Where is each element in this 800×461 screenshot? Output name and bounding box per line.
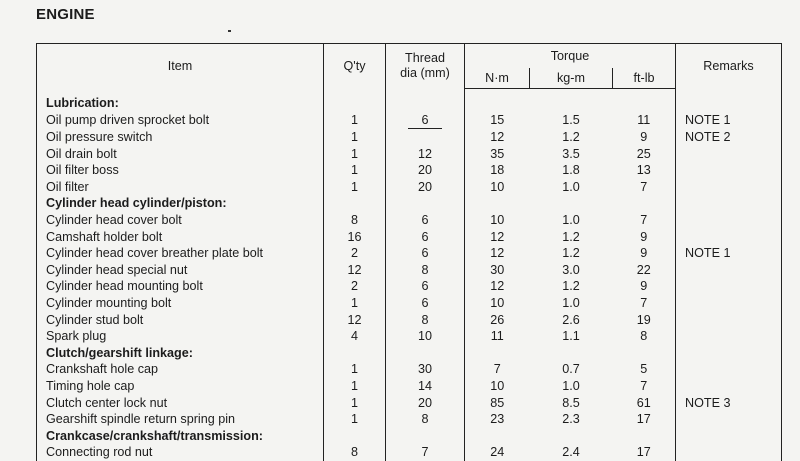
table-row: [37, 394, 782, 411]
cell-nm: 11: [465, 328, 530, 345]
cell-ftlb: [613, 89, 676, 112]
cell-kgm: 1.0: [562, 213, 580, 228]
table-row: [37, 361, 782, 378]
cell-remarks: [676, 89, 782, 112]
cell-kgm: 2.4: [562, 445, 580, 460]
cell-kgm: 2.6: [562, 312, 580, 327]
table-row: [37, 262, 782, 279]
cell-thread: 8: [386, 411, 465, 428]
cell-qty: 1: [324, 145, 386, 162]
cell-ftlb: 17: [613, 411, 676, 428]
column-header-thread: [386, 44, 465, 89]
torque-spec-table: [36, 43, 782, 461]
column-header-kgm: kg-m: [530, 68, 613, 89]
cell-ftlb: 7: [613, 295, 676, 312]
cell-nm: 26: [465, 311, 530, 328]
cell-qty: [324, 195, 386, 212]
cell-remarks: [676, 179, 782, 196]
dash-mark: [408, 128, 442, 145]
cell-ftlb: 25: [613, 145, 676, 162]
cell-thread: 7: [386, 444, 465, 461]
section-header-row: [37, 344, 782, 361]
column-header-item: Item: [37, 44, 324, 89]
cell-thread: [386, 344, 465, 361]
cell-kgm: 1.2: [562, 279, 580, 294]
cell-kgm: 1.1: [562, 329, 580, 344]
cell-kgm: 3.0: [562, 262, 580, 277]
page-heading: ENGINE: [36, 6, 95, 23]
cell-nm: 7: [465, 361, 530, 378]
cell-thread: [386, 128, 465, 145]
cell-ftlb: 8: [613, 328, 676, 345]
thread-header-line-2: dia (mm): [400, 66, 450, 81]
cell-remarks: [676, 427, 782, 444]
cell-thread: 6: [386, 112, 465, 129]
cell-ftlb: 61: [613, 394, 676, 411]
cell-thread: [386, 89, 465, 112]
cell-qty: 1: [324, 295, 386, 312]
cell-kgm: 8.5: [562, 395, 580, 410]
cell-qty: 1: [324, 394, 386, 411]
cell-thread: 20: [386, 394, 465, 411]
cell-kgm: 1.5: [562, 112, 580, 127]
cell-ftlb: [613, 344, 676, 361]
cell-qty: 12: [324, 311, 386, 328]
cell-nm: 10: [465, 295, 530, 312]
cell-kgm: 3.5: [562, 146, 580, 161]
cell-remarks: NOTE 2: [676, 128, 782, 145]
cell-item: Cylinder head cover bolt: [37, 212, 324, 229]
cell-remarks: [676, 378, 782, 395]
cell-item: Oil pump driven sprocket bolt: [37, 112, 324, 129]
cell-ftlb: 9: [613, 245, 676, 262]
cell-ftlb: 5: [613, 361, 676, 378]
cell-item: Cylinder head cylinder/piston:: [37, 195, 324, 212]
cell-ftlb: 17: [613, 444, 676, 461]
cell-nm: [465, 89, 530, 112]
cell-nm: [465, 344, 530, 361]
table-row: [37, 162, 782, 179]
cell-qty: 2: [324, 245, 386, 262]
cell-ftlb: 7: [613, 378, 676, 395]
cell-item: Cylinder head mounting bolt: [37, 278, 324, 295]
cell-qty: [324, 344, 386, 361]
cell-kgm: [530, 344, 613, 361]
cell-remarks: [676, 212, 782, 229]
cell-qty: 4: [324, 328, 386, 345]
column-header-nm: N·m: [465, 68, 530, 89]
cell-thread: 6: [386, 245, 465, 262]
cell-remarks: NOTE 3: [676, 394, 782, 411]
cell-thread: 8: [386, 262, 465, 279]
thread-header-line-1: Thread: [405, 51, 445, 66]
cell-ftlb: 9: [613, 228, 676, 245]
cell-qty: 1: [324, 162, 386, 179]
cell-kgm: 0.7: [562, 362, 580, 377]
cell-item: Oil filter boss: [37, 162, 324, 179]
table-row: [37, 228, 782, 245]
cell-remarks: [676, 328, 782, 345]
cell-nm: [465, 195, 530, 212]
cell-item: Gearshift spindle return spring pin: [37, 411, 324, 428]
cell-nm: 24: [465, 444, 530, 461]
section-header-row: [37, 89, 782, 112]
cell-qty: 8: [324, 212, 386, 229]
cell-remarks: NOTE 1: [676, 112, 782, 129]
cell-thread: 20: [386, 162, 465, 179]
cell-item: Connecting rod nut: [37, 444, 324, 461]
cell-remarks: [676, 195, 782, 212]
cell-ftlb: 22: [613, 262, 676, 279]
cell-nm: 12: [465, 245, 530, 262]
cell-thread: 20: [386, 179, 465, 196]
cell-thread: 6: [386, 295, 465, 312]
cell-item: Clutch center lock nut: [37, 394, 324, 411]
cell-thread: 8: [386, 311, 465, 328]
cell-remarks: [676, 344, 782, 361]
cell-item: Cylinder head special nut: [37, 262, 324, 279]
cell-thread: 14: [386, 378, 465, 395]
table-row: [37, 295, 782, 312]
cell-kgm: [530, 427, 613, 444]
cell-nm: 23: [465, 411, 530, 428]
cell-kgm: 1.0: [562, 378, 580, 393]
cell-nm: 10: [465, 212, 530, 229]
cell-qty: 12: [324, 262, 386, 279]
cell-qty: 1: [324, 179, 386, 196]
cell-nm: 35: [465, 145, 530, 162]
cell-qty: 1: [324, 128, 386, 145]
cell-nm: 85: [465, 394, 530, 411]
table-row: [37, 278, 782, 295]
cell-qty: 1: [324, 361, 386, 378]
cell-remarks: [676, 228, 782, 245]
cell-remarks: [676, 162, 782, 179]
cell-ftlb: 9: [613, 128, 676, 145]
cell-item: Timing hole cap: [37, 378, 324, 395]
cell-item: Lubrication:: [37, 89, 324, 112]
cell-qty: 8: [324, 444, 386, 461]
cell-item: Cylinder mounting bolt: [37, 295, 324, 312]
cell-thread: 6: [386, 278, 465, 295]
cell-qty: 2: [324, 278, 386, 295]
cell-thread: 6: [386, 212, 465, 229]
cell-ftlb: 9: [613, 278, 676, 295]
cell-qty: 1: [324, 378, 386, 395]
cell-kgm: 1.0: [562, 296, 580, 310]
cell-kgm: 1.2: [562, 246, 580, 261]
section-header-row: [37, 195, 782, 212]
cell-ftlb: [613, 195, 676, 212]
cell-qty: [324, 427, 386, 444]
cell-remarks: [676, 278, 782, 295]
cell-remarks: [676, 311, 782, 328]
cell-thread: 12: [386, 145, 465, 162]
table-row: [37, 212, 782, 229]
cell-kgm: [530, 195, 613, 212]
cell-nm: 12: [465, 128, 530, 145]
cell-item: Clutch/gearshift linkage:: [37, 344, 324, 361]
cell-thread: [386, 427, 465, 444]
cell-item: Oil pressure switch: [37, 128, 324, 145]
cell-qty: [324, 89, 386, 112]
cell-item: Crankcase/crankshaft/transmission:: [37, 427, 324, 444]
cell-item: Cylinder head cover breather plate bolt: [37, 245, 324, 262]
column-header-qty: Q'ty: [324, 44, 386, 89]
cell-remarks: [676, 262, 782, 279]
cell-remarks: [676, 361, 782, 378]
cell-thread: 30: [386, 361, 465, 378]
cell-kgm: [530, 89, 613, 112]
section-header-row: [37, 427, 782, 444]
cell-ftlb: [613, 427, 676, 444]
cell-nm: 12: [465, 278, 530, 295]
cell-item: Crankshaft hole cap: [37, 361, 324, 378]
table-row: [37, 411, 782, 428]
column-header-ftlb: ft-lb: [613, 68, 676, 89]
cell-ftlb: 11: [613, 112, 676, 129]
cell-kgm: 1.0: [562, 179, 580, 194]
cell-item: Oil filter: [37, 179, 324, 196]
cell-ftlb: 7: [613, 212, 676, 229]
table-row: [37, 378, 782, 395]
cell-remarks: [676, 145, 782, 162]
cell-nm: 30: [465, 262, 530, 279]
cell-item: Cylinder stud bolt: [37, 311, 324, 328]
cell-ftlb: 7: [613, 179, 676, 196]
table-row: [37, 112, 782, 129]
cell-item: Spark plug: [37, 328, 324, 345]
cell-thread: 10: [386, 328, 465, 345]
cell-nm: 10: [465, 378, 530, 395]
cell-ftlb: 19: [613, 311, 676, 328]
cell-qty: 1: [324, 112, 386, 129]
cell-item: Oil drain bolt: [37, 145, 324, 162]
cell-ftlb: 13: [613, 162, 676, 179]
print-speck: [228, 30, 231, 32]
cell-kgm: 1.8: [562, 163, 580, 178]
table-row: [37, 128, 782, 145]
table-row: [37, 311, 782, 328]
cell-nm: 12: [465, 228, 530, 245]
cell-remarks: NOTE 1: [676, 245, 782, 262]
cell-kgm: 1.2: [562, 129, 580, 144]
table-row: [37, 245, 782, 262]
cell-remarks: [676, 295, 782, 312]
table-row: [37, 328, 782, 345]
cell-remarks: [676, 411, 782, 428]
cell-nm: 18: [465, 162, 530, 179]
cell-kgm: 1.2: [562, 229, 580, 244]
table-row: [37, 145, 782, 162]
column-header-torque: Torque: [465, 44, 676, 69]
cell-nm: [465, 427, 530, 444]
cell-qty: 16: [324, 228, 386, 245]
table-row: [37, 179, 782, 196]
cell-thread: [386, 195, 465, 212]
table-body: [37, 89, 782, 461]
cell-thread: 6: [386, 228, 465, 245]
cell-kgm: 2.3: [562, 412, 580, 427]
cell-item: Camshaft holder bolt: [37, 228, 324, 245]
cell-nm: 10: [465, 179, 530, 196]
cell-qty: 1: [324, 411, 386, 428]
column-header-remarks: Remarks: [676, 44, 782, 89]
cell-nm: 15: [465, 112, 530, 129]
